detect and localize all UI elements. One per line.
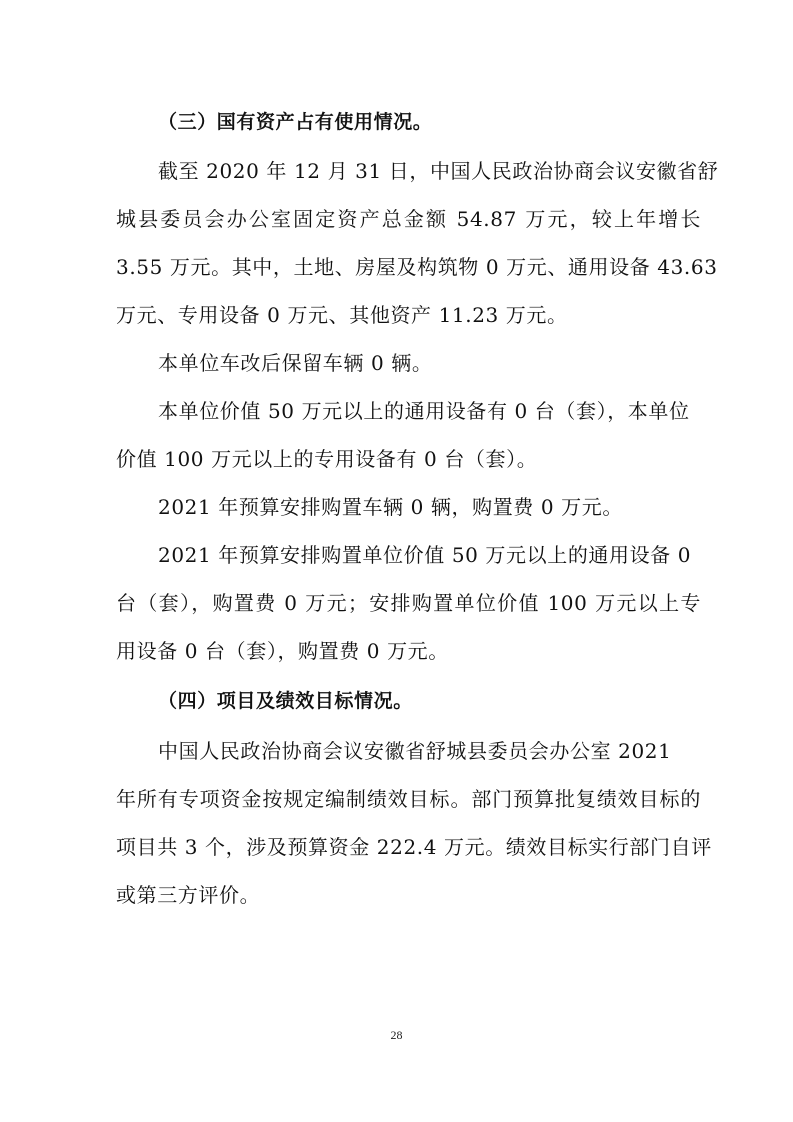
paragraph-line: 项目共 3 个，涉及预算资金 222.4 万元。绩效目标实行部门自评 <box>116 835 712 859</box>
paragraph-line: 年所有专项资金按规定编制绩效目标。部门预算批复绩效目标的 <box>116 787 701 811</box>
paragraph-line: 城县委员会办公室固定资产总金额 54.87 万元，较上年增长 <box>116 207 701 231</box>
paragraph-line: 本单位价值 50 万元以上的通用设备有 0 台（套），本单位 <box>158 399 690 423</box>
paragraph-line: 截至 2020 年 12 月 31 日，中国人民政治协商会议安徽省舒 <box>158 159 719 183</box>
paragraph-line: 2021 年预算安排购置车辆 0 辆，购置费 0 万元。 <box>158 495 623 519</box>
paragraph-line: 台（套），购置费 0 万元；安排购置单位价值 100 万元以上专 <box>116 591 701 615</box>
paragraph-line: 万元、专用设备 0 万元、其他资产 11.23 万元。 <box>116 303 568 327</box>
paragraph-line: 用设备 0 台（套），购置费 0 万元。 <box>116 639 449 663</box>
paragraph-line: 或第三方评价。 <box>116 883 261 907</box>
section-heading-performance: （四）项目及绩效目标情况。 <box>158 690 413 712</box>
page-number: 28 <box>390 1028 403 1042</box>
paragraph-line: 2021 年预算安排购置单位价值 50 万元以上的通用设备 0 <box>158 543 692 567</box>
section-heading-assets: （三）国有资产占有使用情况。 <box>158 111 433 133</box>
paragraph-line: 本单位车改后保留车辆 0 辆。 <box>158 351 433 375</box>
paragraph-line: 价值 100 万元以上的专用设备有 0 台（套）。 <box>116 447 538 471</box>
paragraph-line: 3.55 万元。其中，土地、房屋及构筑物 0 万元、通用设备 43.63 <box>116 255 718 279</box>
paragraph-line: 中国人民政治协商会议安徽省舒城县委员会办公室 2021 <box>158 739 672 763</box>
